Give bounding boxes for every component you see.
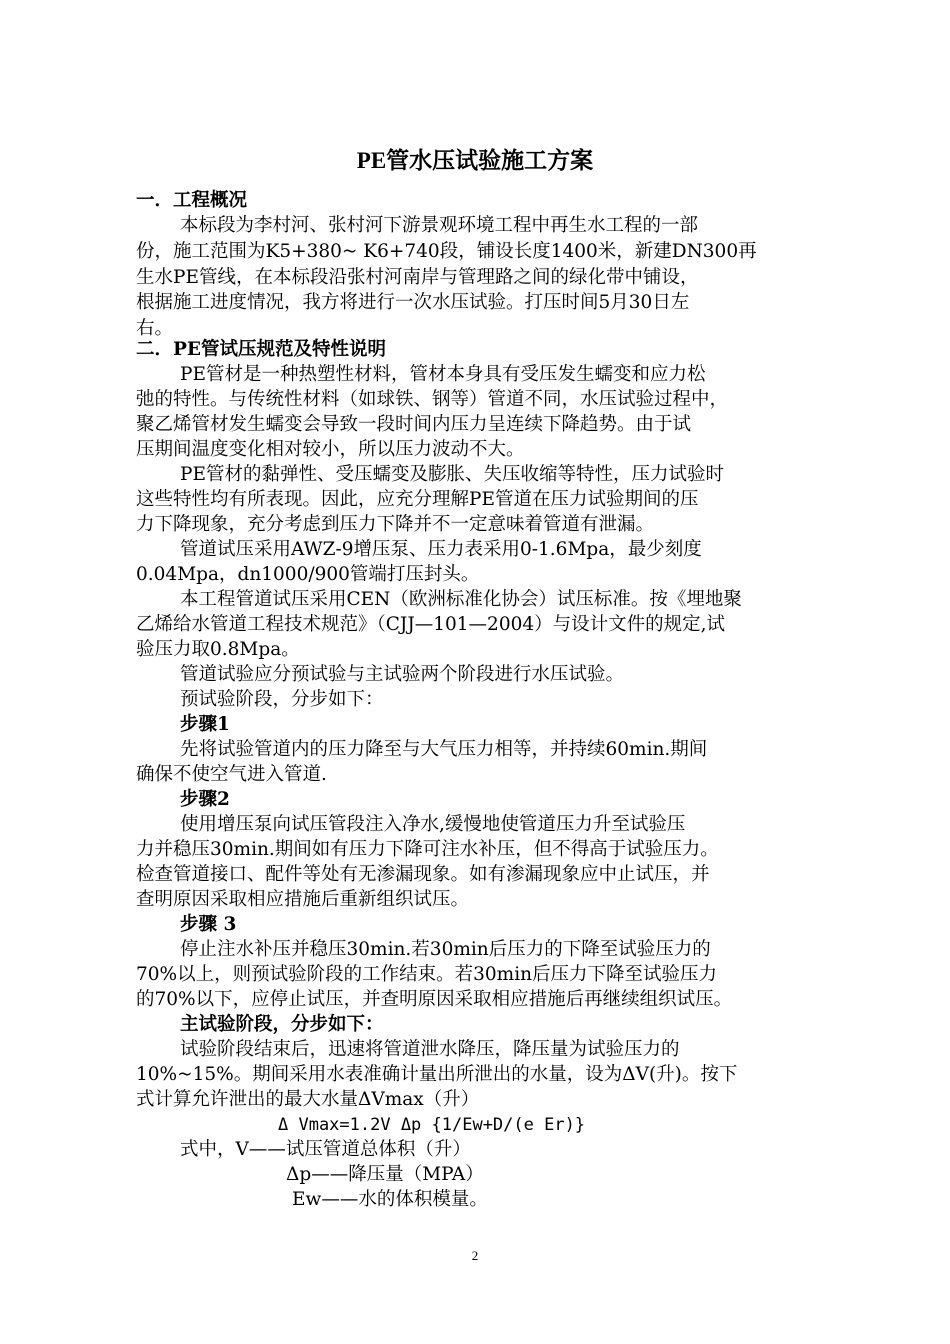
paragraph-line: 压期间温度变化相对较小，所以压力波动不大。 bbox=[136, 439, 525, 460]
paragraph-line: 70%以上，则预试验阶段的工作结束。若30min后压力下降至试验压力 bbox=[136, 964, 718, 985]
paragraph-line: 式中，V——试压管道总体积（升） bbox=[180, 1139, 471, 1160]
paragraph-line: 聚乙烯管材发生蠕变会导致一段时间内压力呈连续下降趋势。由于试 bbox=[136, 414, 692, 435]
paragraph-line: 的70%以下，应停止试压，并查明原因采取相应措施后再继续组织试压。 bbox=[136, 989, 733, 1010]
paragraph-line: 本工程管道试压采用CEN（欧洲标准化协会）试压标准。按《埋地聚 bbox=[180, 589, 742, 610]
paragraph-line: 式计算允许泄出的最大水量ΔVmax（升） bbox=[136, 1089, 480, 1110]
step-heading: 步骤1 bbox=[180, 714, 230, 735]
paragraph-line: 0.04Mpa，dn1000/900管端打压封头。 bbox=[136, 564, 480, 585]
paragraph-line: PE管材的黏弹性、受压蠕变及膨胀、失压收缩等特性，压力试验时 bbox=[180, 464, 724, 485]
paragraph-line: 力并稳压30min.期间如有压力下降可注水补压，但不得高于试验压力。 bbox=[136, 839, 719, 860]
formula-line: Δ Vmax=1.2V Δp {1/Ew+D/(e Er)} bbox=[278, 1115, 586, 1135]
paragraph-line: 生水PE管线，在本标段沿张村河南岸与管理路之间的绿化带中铺设， bbox=[136, 267, 699, 288]
paragraph-line: 份，施工范围为K5+380~ K6+740段，铺设长度1400米，新建DN300再 bbox=[136, 241, 757, 262]
step-heading: 步骤 3 bbox=[180, 914, 237, 935]
step-heading: 步骤2 bbox=[180, 789, 230, 810]
paragraph-line: Δp——降压量（MPA） bbox=[286, 1164, 484, 1185]
paragraph-line: 确保不使空气进入管道. bbox=[136, 764, 327, 785]
paragraph-line: 查明原因采取相应措施后重新组织试压。 bbox=[136, 889, 470, 910]
paragraph-line: 试验阶段结束后，迅速将管道泄水降压，降压量为试验压力的 bbox=[180, 1039, 680, 1060]
paragraph-line: 弛的特性。与传统性材料（如球铁、钢等）管道不同，水压试验过程中， bbox=[136, 389, 729, 410]
paragraph-line: 检查管道接口、配件等处有无渗漏现象。如有渗漏现象应中止试压，并 bbox=[136, 864, 710, 885]
document-title: PE管水压试验施工方案 bbox=[356, 148, 594, 173]
paragraph-line: 力下降现象，充分考虑到压力下降并不一定意味着管道有泄漏。 bbox=[136, 514, 655, 535]
page-number: 2 bbox=[471, 1248, 479, 1263]
paragraph-line: 本标段为李村河、张村河下游景观环境工程中再生水工程的一部 bbox=[180, 215, 699, 236]
paragraph-line: Ew——水的体积模量。 bbox=[292, 1189, 488, 1210]
section-heading-2: 二．PE管试压规范及特性说明 bbox=[136, 339, 387, 360]
paragraph-line: 使用增压泵向试压管段注入净水,缓慢地使管道压力升至试验压 bbox=[180, 814, 686, 835]
section-heading-1: 一．工程概况 bbox=[136, 190, 248, 211]
paragraph-line: 验压力取0.8Mpa。 bbox=[136, 639, 300, 660]
paragraph-line: 管道试验应分预试验与主试验两个阶段进行水压试验。 bbox=[180, 664, 625, 685]
paragraph-line: 右。 bbox=[136, 318, 174, 339]
paragraph-line: 预试验阶段，分步如下： bbox=[180, 689, 384, 710]
paragraph-line: 先将试验管道内的压力降至与大气压力相等，并持续60min.期间 bbox=[180, 739, 708, 760]
paragraph-line: 根据施工进度情况，我方将进行一次水压试验。打压时间5月30日左 bbox=[136, 292, 690, 313]
paragraph-line: 乙烯给水管道工程技术规范》（CJJ—101—2004）与设计文件的规定,试 bbox=[136, 614, 726, 635]
step-heading: 主试验阶段，分步如下： bbox=[180, 1014, 384, 1035]
paragraph-line: PE管材是一种热塑性材料，管材本身具有受压发生蠕变和应力松 bbox=[180, 364, 706, 385]
paragraph-line: 10%~15%。期间采用水表准确计量出所泄出的水量，设为ΔV(升)。按下 bbox=[136, 1064, 738, 1085]
paragraph-line: 这些特性均有所表现。因此，应充分理解PE管道在压力试验期间的压 bbox=[136, 489, 699, 510]
paragraph-line: 停止注水补压并稳压30min.若30min后压力的下降至试验压力的 bbox=[180, 939, 711, 960]
paragraph-line: 管道试压采用AWZ-9增压泵、压力表采用0-1.6Mpa，最少刻度 bbox=[180, 539, 702, 560]
